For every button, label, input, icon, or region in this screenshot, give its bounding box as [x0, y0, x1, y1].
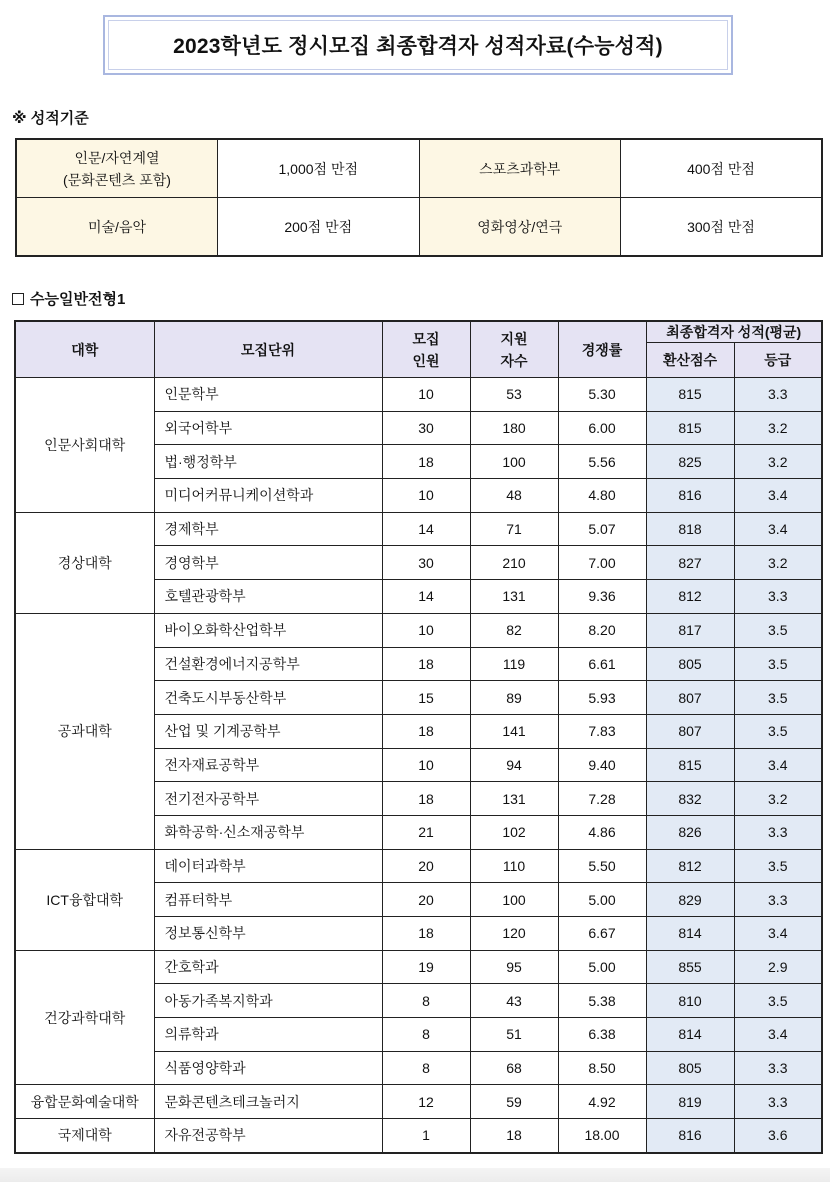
quota-cell: 1 — [382, 1119, 470, 1153]
unit-cell: 데이터과학부 — [154, 849, 382, 883]
applicants-cell: 71 — [470, 512, 558, 546]
score-cell: 818 — [646, 512, 734, 546]
quota-cell: 18 — [382, 714, 470, 748]
header-row — [15, 321, 822, 343]
header-applicants-line2: 자수 — [500, 352, 528, 369]
unit-cell: 경영학부 — [154, 546, 382, 580]
quota-cell: 8 — [382, 984, 470, 1018]
score-cell: 819 — [646, 1085, 734, 1119]
unit-cell: 아동가족복지학과 — [154, 984, 382, 1018]
header-score: 환산점수 — [646, 343, 734, 378]
ratio-cell: 8.20 — [558, 613, 646, 647]
ratio-cell: 9.40 — [558, 748, 646, 782]
score-cell: 815 — [646, 411, 734, 445]
ratio-cell: 6.67 — [558, 917, 646, 951]
unit-cell: 경제학부 — [154, 512, 382, 546]
applicants-cell: 18 — [470, 1119, 558, 1153]
grade-cell: 3.3 — [734, 815, 822, 849]
quota-cell: 10 — [382, 613, 470, 647]
unit-cell: 외국어학부 — [154, 411, 382, 445]
applicants-cell: 141 — [470, 714, 558, 748]
grade-cell: 3.5 — [734, 681, 822, 715]
unit-cell: 바이오화학산업학부 — [154, 613, 382, 647]
quota-cell: 21 — [382, 815, 470, 849]
quota-cell: 18 — [382, 647, 470, 681]
score-cell: 810 — [646, 984, 734, 1018]
unit-cell: 호텔관광학부 — [154, 580, 382, 614]
quota-cell: 12 — [382, 1085, 470, 1119]
criteria-label: 영화영상/연극 — [419, 198, 621, 257]
score-cell: 829 — [646, 883, 734, 917]
grade-cell: 3.3 — [734, 378, 822, 412]
applicants-cell: 89 — [470, 681, 558, 715]
ratio-cell: 6.61 — [558, 647, 646, 681]
quota-cell: 15 — [382, 681, 470, 715]
grade-cell: 2.9 — [734, 950, 822, 984]
ratio-cell: 5.30 — [558, 378, 646, 412]
score-cell: 816 — [646, 1119, 734, 1153]
quota-cell: 10 — [382, 748, 470, 782]
criteria-label: 스포츠과학부 — [419, 139, 621, 198]
page-bottom-edge — [0, 1168, 830, 1182]
applicants-cell: 59 — [470, 1085, 558, 1119]
quota-cell: 14 — [382, 580, 470, 614]
applicants-cell: 180 — [470, 411, 558, 445]
grade-cell: 3.4 — [734, 748, 822, 782]
unit-cell: 인문학부 — [154, 378, 382, 412]
ratio-cell: 7.83 — [558, 714, 646, 748]
quota-cell: 19 — [382, 950, 470, 984]
score-cell: 816 — [646, 479, 734, 513]
criteria-label: 미술/음악 — [16, 198, 218, 257]
quota-cell: 30 — [382, 411, 470, 445]
ratio-cell: 4.80 — [558, 479, 646, 513]
quota-cell: 20 — [382, 883, 470, 917]
score-cell: 812 — [646, 849, 734, 883]
unit-cell: 화학공학·신소재공학부 — [154, 815, 382, 849]
ratio-cell: 5.00 — [558, 950, 646, 984]
table-row — [15, 1119, 822, 1153]
ratio-cell: 5.38 — [558, 984, 646, 1018]
quota-cell: 8 — [382, 1051, 470, 1085]
unit-cell: 문화콘텐츠테크놀러지 — [154, 1085, 382, 1119]
ratio-cell: 5.93 — [558, 681, 646, 715]
score-cell: 827 — [646, 546, 734, 580]
grade-cell: 3.3 — [734, 883, 822, 917]
unit-cell: 건설환경에너지공학부 — [154, 647, 382, 681]
ratio-cell: 6.00 — [558, 411, 646, 445]
ratio-cell: 7.00 — [558, 546, 646, 580]
college-cell: 공과대학 — [15, 613, 154, 849]
grade-cell: 3.5 — [734, 714, 822, 748]
applicants-cell: 95 — [470, 950, 558, 984]
ratio-cell: 5.00 — [558, 883, 646, 917]
unit-cell: 법·행정학부 — [154, 445, 382, 479]
quota-cell: 30 — [382, 546, 470, 580]
score-cell: 812 — [646, 580, 734, 614]
section-heading-text: 수능일반전형1 — [30, 291, 126, 308]
ratio-cell: 8.50 — [558, 1051, 646, 1085]
quota-cell: 18 — [382, 782, 470, 816]
grade-cell: 3.4 — [734, 917, 822, 951]
criteria-table — [15, 138, 823, 257]
results-body — [15, 378, 822, 1153]
header-college: 대학 — [15, 321, 154, 378]
score-cell: 826 — [646, 815, 734, 849]
score-cell: 815 — [646, 748, 734, 782]
score-cell: 817 — [646, 613, 734, 647]
quota-cell: 18 — [382, 917, 470, 951]
table-row — [15, 849, 822, 883]
checkbox-square-icon — [12, 293, 24, 305]
applicants-cell: 82 — [470, 613, 558, 647]
results-table — [14, 320, 823, 1154]
title-box — [103, 15, 733, 75]
quota-cell: 10 — [382, 479, 470, 513]
applicants-cell: 94 — [470, 748, 558, 782]
ratio-cell: 18.00 — [558, 1119, 646, 1153]
grade-cell: 3.4 — [734, 479, 822, 513]
ratio-cell: 5.07 — [558, 512, 646, 546]
header-quota — [382, 321, 470, 378]
applicants-cell: 100 — [470, 883, 558, 917]
grade-cell: 3.4 — [734, 1018, 822, 1052]
table-row — [15, 512, 822, 546]
unit-cell: 간호학과 — [154, 950, 382, 984]
unit-cell: 의류학과 — [154, 1018, 382, 1052]
score-cell: 814 — [646, 1018, 734, 1052]
unit-cell: 식품영양학과 — [154, 1051, 382, 1085]
college-cell: 경상대학 — [15, 512, 154, 613]
college-cell: 국제대학 — [15, 1119, 154, 1153]
grade-cell: 3.2 — [734, 546, 822, 580]
grade-cell: 3.5 — [734, 984, 822, 1018]
criteria-row — [16, 139, 822, 198]
ratio-cell: 4.92 — [558, 1085, 646, 1119]
applicants-cell: 51 — [470, 1018, 558, 1052]
criteria-heading: ※ 성적기준 — [12, 110, 89, 127]
applicants-cell: 68 — [470, 1051, 558, 1085]
table-row — [15, 1085, 822, 1119]
grade-cell: 3.2 — [734, 782, 822, 816]
score-cell: 832 — [646, 782, 734, 816]
grade-cell: 3.4 — [734, 512, 822, 546]
criteria-value: 400점 만점 — [621, 139, 823, 198]
unit-cell: 건축도시부동산학부 — [154, 681, 382, 715]
score-cell: 855 — [646, 950, 734, 984]
ratio-cell: 7.28 — [558, 782, 646, 816]
ratio-cell: 4.86 — [558, 815, 646, 849]
applicants-cell: 53 — [470, 378, 558, 412]
grade-cell: 3.3 — [734, 580, 822, 614]
ratio-cell: 5.56 — [558, 445, 646, 479]
college-cell: 융합문화예술대학 — [15, 1085, 154, 1119]
quota-cell: 20 — [382, 849, 470, 883]
section-heading — [12, 288, 125, 309]
score-cell: 815 — [646, 378, 734, 412]
header-ratio: 경쟁률 — [558, 321, 646, 378]
unit-cell: 컴퓨터학부 — [154, 883, 382, 917]
header-applicants-line1: 지원 — [500, 330, 528, 347]
criteria-label-line2: (문화콘텐츠 포함) — [63, 171, 171, 188]
quota-cell: 8 — [382, 1018, 470, 1052]
header-grade: 등급 — [734, 343, 822, 378]
score-cell: 825 — [646, 445, 734, 479]
applicants-cell: 120 — [470, 917, 558, 951]
ratio-cell: 9.36 — [558, 580, 646, 614]
grade-cell: 3.2 — [734, 445, 822, 479]
criteria-label — [16, 139, 218, 198]
criteria-value: 300점 만점 — [621, 198, 823, 257]
grade-cell: 3.2 — [734, 411, 822, 445]
college-cell: 건강과학대학 — [15, 950, 154, 1085]
applicants-cell: 131 — [470, 782, 558, 816]
applicants-cell: 110 — [470, 849, 558, 883]
unit-cell: 정보통신학부 — [154, 917, 382, 951]
applicants-cell: 100 — [470, 445, 558, 479]
page-title: 2023학년도 정시모집 최종합격자 성적자료(수능성적) — [173, 35, 663, 58]
quota-cell: 14 — [382, 512, 470, 546]
ratio-cell: 6.38 — [558, 1018, 646, 1052]
applicants-cell: 119 — [470, 647, 558, 681]
score-cell: 807 — [646, 714, 734, 748]
table-row — [15, 950, 822, 984]
applicants-cell: 48 — [470, 479, 558, 513]
header-quota-line1: 모집 — [412, 330, 440, 347]
score-cell: 805 — [646, 647, 734, 681]
criteria-label-line1: 인문/자연계열 — [74, 149, 160, 166]
quota-cell: 18 — [382, 445, 470, 479]
table-row — [15, 613, 822, 647]
grade-cell: 3.3 — [734, 1085, 822, 1119]
grade-cell: 3.6 — [734, 1119, 822, 1153]
applicants-cell: 43 — [470, 984, 558, 1018]
header-applicants — [470, 321, 558, 378]
unit-cell: 전자재료공학부 — [154, 748, 382, 782]
quota-cell: 10 — [382, 378, 470, 412]
unit-cell: 자유전공학부 — [154, 1119, 382, 1153]
grade-cell: 3.3 — [734, 1051, 822, 1085]
table-row — [15, 378, 822, 412]
unit-cell: 미디어커뮤니케이션학과 — [154, 479, 382, 513]
score-cell: 805 — [646, 1051, 734, 1085]
grade-cell: 3.5 — [734, 647, 822, 681]
score-cell: 807 — [646, 681, 734, 715]
criteria-value: 1,000점 만점 — [218, 139, 420, 198]
college-cell: 인문사회대학 — [15, 378, 154, 513]
grade-cell: 3.5 — [734, 613, 822, 647]
grade-cell: 3.5 — [734, 849, 822, 883]
applicants-cell: 102 — [470, 815, 558, 849]
criteria-value: 200점 만점 — [218, 198, 420, 257]
unit-cell: 산업 및 기계공학부 — [154, 714, 382, 748]
header-unit: 모집단위 — [154, 321, 382, 378]
applicants-cell: 131 — [470, 580, 558, 614]
header-quota-line2: 인원 — [412, 352, 440, 369]
ratio-cell: 5.50 — [558, 849, 646, 883]
college-cell: ICT융합대학 — [15, 849, 154, 950]
criteria-row — [16, 198, 822, 257]
header-final-group: 최종합격자 성적(평균) — [646, 321, 822, 343]
score-cell: 814 — [646, 917, 734, 951]
applicants-cell: 210 — [470, 546, 558, 580]
unit-cell: 전기전자공학부 — [154, 782, 382, 816]
